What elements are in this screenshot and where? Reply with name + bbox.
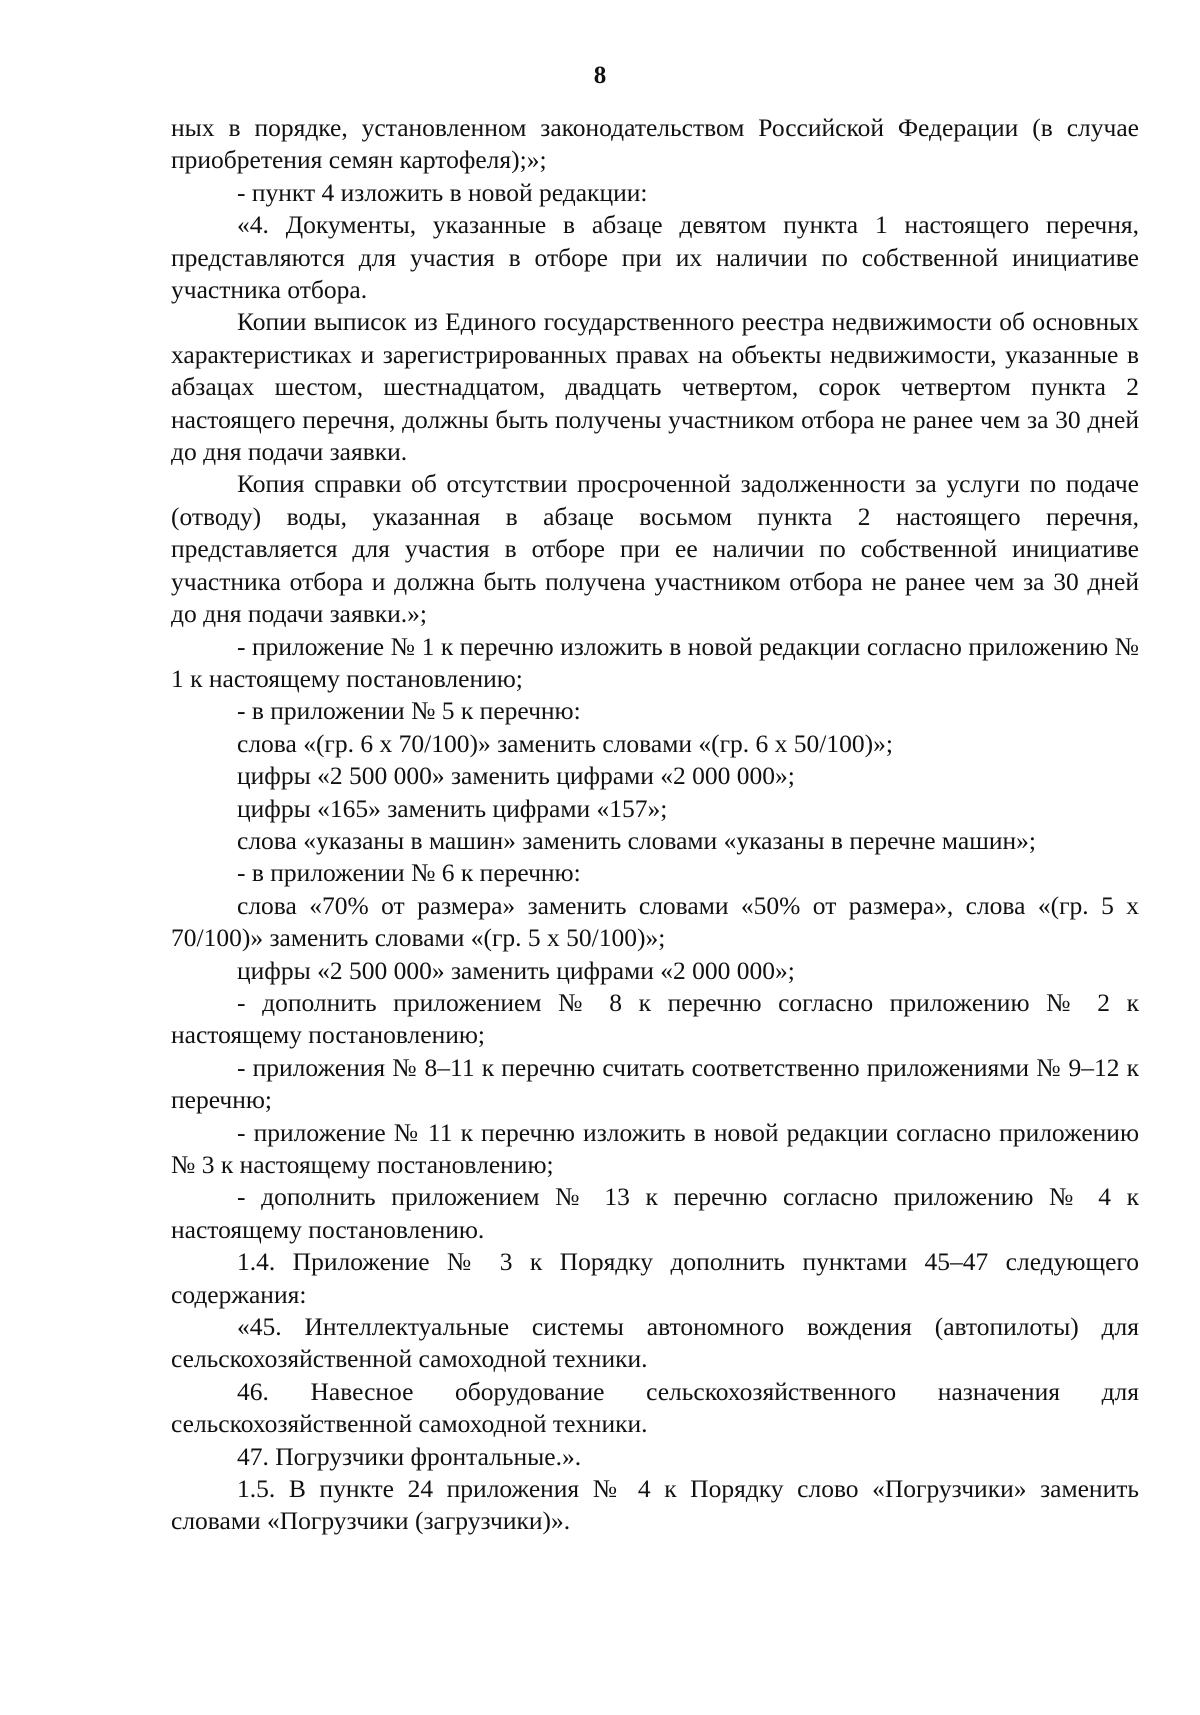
paragraph-section-1-4: 1.4. Приложение № 3 к Порядку дополнить пунктами 45–47 следующего содержания: [171,1247,1139,1309]
document-body [171,112,1139,1538]
paragraph-appendix-5-header: - в приложении № 5 к перечню: [237,696,581,726]
paragraph-appendix-renumber: - приложения № 8–11 к перечню считать соответственно приложениями № 9–12 к перечню; [171,1052,1139,1115]
paragraph-continuation: ных в порядке, установленном законодательством Российской Федерации (в случае приобретения семян картофеля);»; [171,113,1139,175]
paragraph-item-46: 46. Навесное оборудование сельскохозяйственного назначения для сельскохозяйственной самоходной техники. [171,1376,1139,1439]
paragraph-section-1-5: 1.5. В пункте 24 приложения № 4 к Порядку слово «Погрузчики» заменить словами «Погрузчики (загрузчики)». [171,1474,1139,1536]
paragraph-appendix-6-header: - в приложении № 6 к перечню: [237,858,581,888]
paragraph-appendix-13-add: - дополнить приложением № 13 к перечню согласно приложению № 4 к настоящему постановлению. [171,1182,1139,1244]
paragraph-appendix-5-edit-1: слова «(гр. 6 х 70/100)» заменить словами «(гр. 6 х 50/100)»; [237,728,893,758]
paragraph-appendix-5-edit-3: цифры «165» заменить цифрами «157»; [237,793,668,823]
paragraph-appendix-8-add: - дополнить приложением № 8 к перечню согласно приложению № 2 к настоящему постановлению; [171,987,1139,1050]
paragraph-egrn-copies: Копии выписок из Единого государственного реестра недвижимости об основных характеристиках и зарегистрированных правах на объекты недвижимости, указанные в абзацах шестом, шестнадцатом, двадцать четвертом, сорок четвертом пункта 2 настоящего перечня, должны быть получены участником отбора не ранее чем за 30 дней до дня подачи заявки. [171,307,1139,467]
paragraph-item-4-text: «4. Документы, указанные в абзаце девятом пункта 1 настоящего перечня, представляются для участия в отборе при их наличии по собственной инициативе участника отбора. [171,210,1139,305]
paragraph-item-47: 47. Погрузчики фронтальные.». [237,1441,582,1471]
paragraph-appendix-6-edit-1: слова «70% от размера» заменить словами «50% от размера», слова «(гр. 5 х 70/100)» заменить словами «(гр. 5 х 50/100)»; [171,890,1139,953]
paragraph-appendix-5-edit-2: цифры «2 500 000» заменить цифрами «2 000 000»; [237,761,795,791]
paragraph-appendix-11: - приложение № 11 к перечню изложить в новой редакции согласно приложению № 3 к настоящему постановлению; [171,1117,1139,1179]
paragraph-appendix-1: - приложение № 1 к перечню изложить в новой редакции согласно приложению № 1 к настоящему постановлению; [171,631,1139,693]
page-number: 8 [593,62,607,89]
paragraph-water-certificate: Копия справки об отсутствии просроченной задолженности за услуги по подаче (отводу) воды, указанная в абзаце восьмом пункта 2 настоящего перечня, представляется для участия в отборе при ее наличии по собственной инициативе участника отбора и должна быть получена участником отбора не ранее чем за 30 дней до дня подачи заявки.»; [171,469,1139,629]
paragraph-appendix-6-edit-2: цифры «2 500 000» заменить цифрами «2 000 000»; [237,955,795,985]
paragraph-item-4-header: - пункт 4 изложить в новой редакции: [237,177,648,207]
paragraph-appendix-5-edit-4: слова «указаны в машин» заменить словами «указаны в перечне машин»; [237,825,1036,855]
paragraph-item-45: «45. Интеллектуальные системы автономного вождения (автопилоты) для сельскохозяйственной самоходной техники. [171,1312,1139,1374]
